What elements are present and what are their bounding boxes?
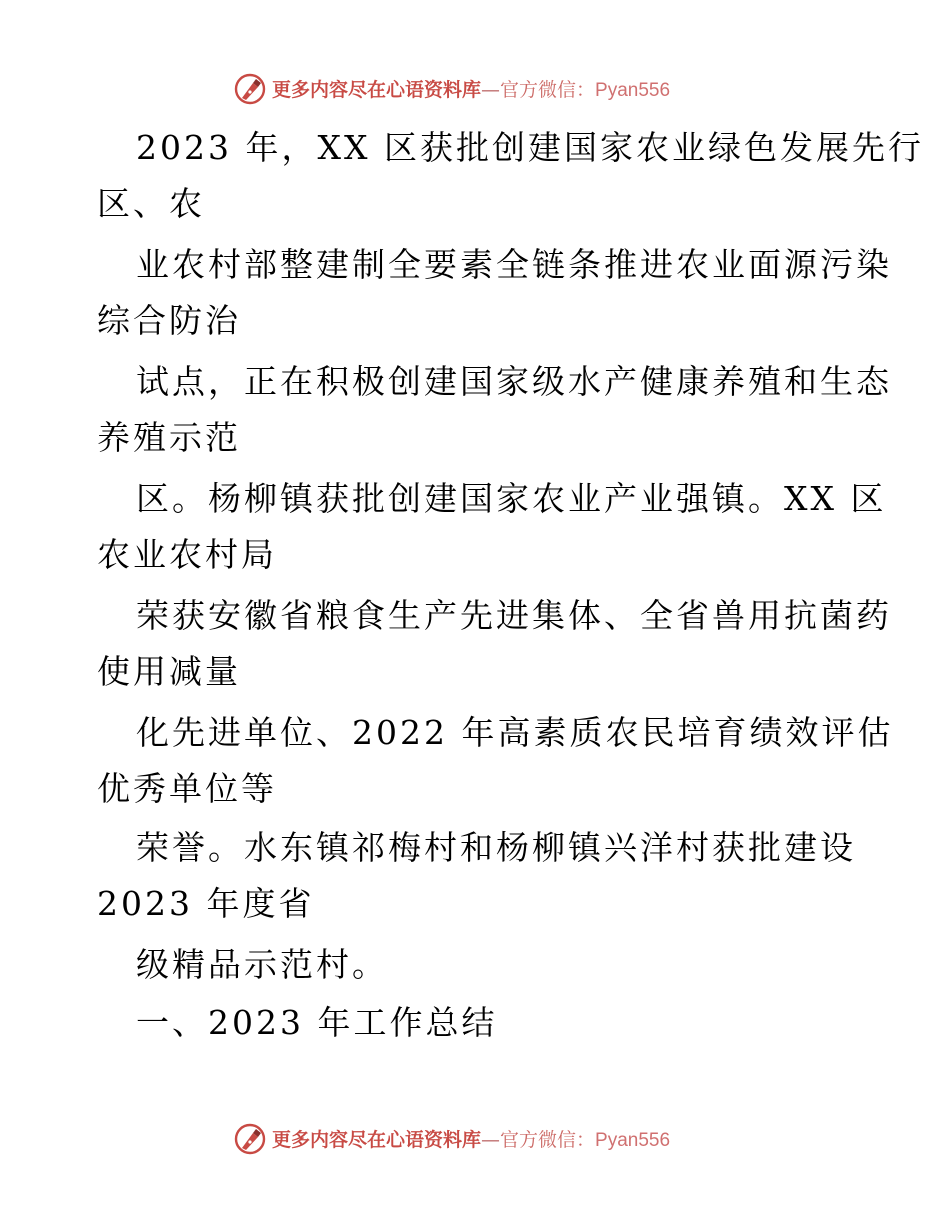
body-line: 化先进单位、2022 年高素质农民培育绩效评估	[136, 713, 894, 752]
watermark-dash: —	[481, 1129, 501, 1151]
pen-nib-logo-icon	[233, 72, 267, 106]
watermark-brand: 更多内容尽在心语资料库	[272, 79, 482, 101]
watermark-wechat-id: Pyan556	[595, 80, 671, 101]
body-line: 级精品示范村。	[136, 945, 388, 984]
watermark-banner-bottom	[0, 1120, 950, 1160]
body-line: 荣誉。水东镇祁梅村和杨柳镇兴洋村获批建设	[136, 828, 856, 867]
body-line: 荣获安徽省粮食生产先进集体、全省兽用抗菌药	[136, 596, 892, 635]
body-line: 业农村部整建制全要素全链条推进农业面源污染	[136, 245, 892, 284]
body-line: 区。杨柳镇获批创建国家农业产业强镇。XX 区	[136, 479, 887, 518]
watermark-text	[272, 1128, 670, 1153]
pen-nib-logo-icon	[233, 1122, 267, 1156]
body-line: 综合防治	[97, 301, 241, 340]
watermark-wechat-id: Pyan556	[595, 1130, 671, 1151]
body-line: 优秀单位等	[97, 769, 277, 808]
body-line: 农业农村局	[97, 535, 277, 574]
body-line: 养殖示范	[97, 418, 241, 457]
watermark-wechat-label: 官方微信：	[500, 79, 596, 101]
watermark-brand: 更多内容尽在心语资料库	[272, 1129, 482, 1151]
body-line: 区、农	[97, 184, 205, 223]
watermark-wechat-label: 官方微信：	[500, 1129, 596, 1151]
watermark-dash: —	[481, 79, 501, 101]
watermark-banner-top	[0, 70, 950, 110]
body-line: 2023 年度省	[97, 884, 315, 923]
section-heading: 一、2023 年工作总结	[136, 1003, 498, 1042]
body-line: 2023 年，XX 区获批创建国家农业绿色发展先行	[136, 128, 924, 167]
watermark-text	[272, 78, 670, 103]
body-line: 使用减量	[97, 652, 241, 691]
body-line: 试点，正在积极创建国家级水产健康养殖和生态	[136, 362, 892, 401]
